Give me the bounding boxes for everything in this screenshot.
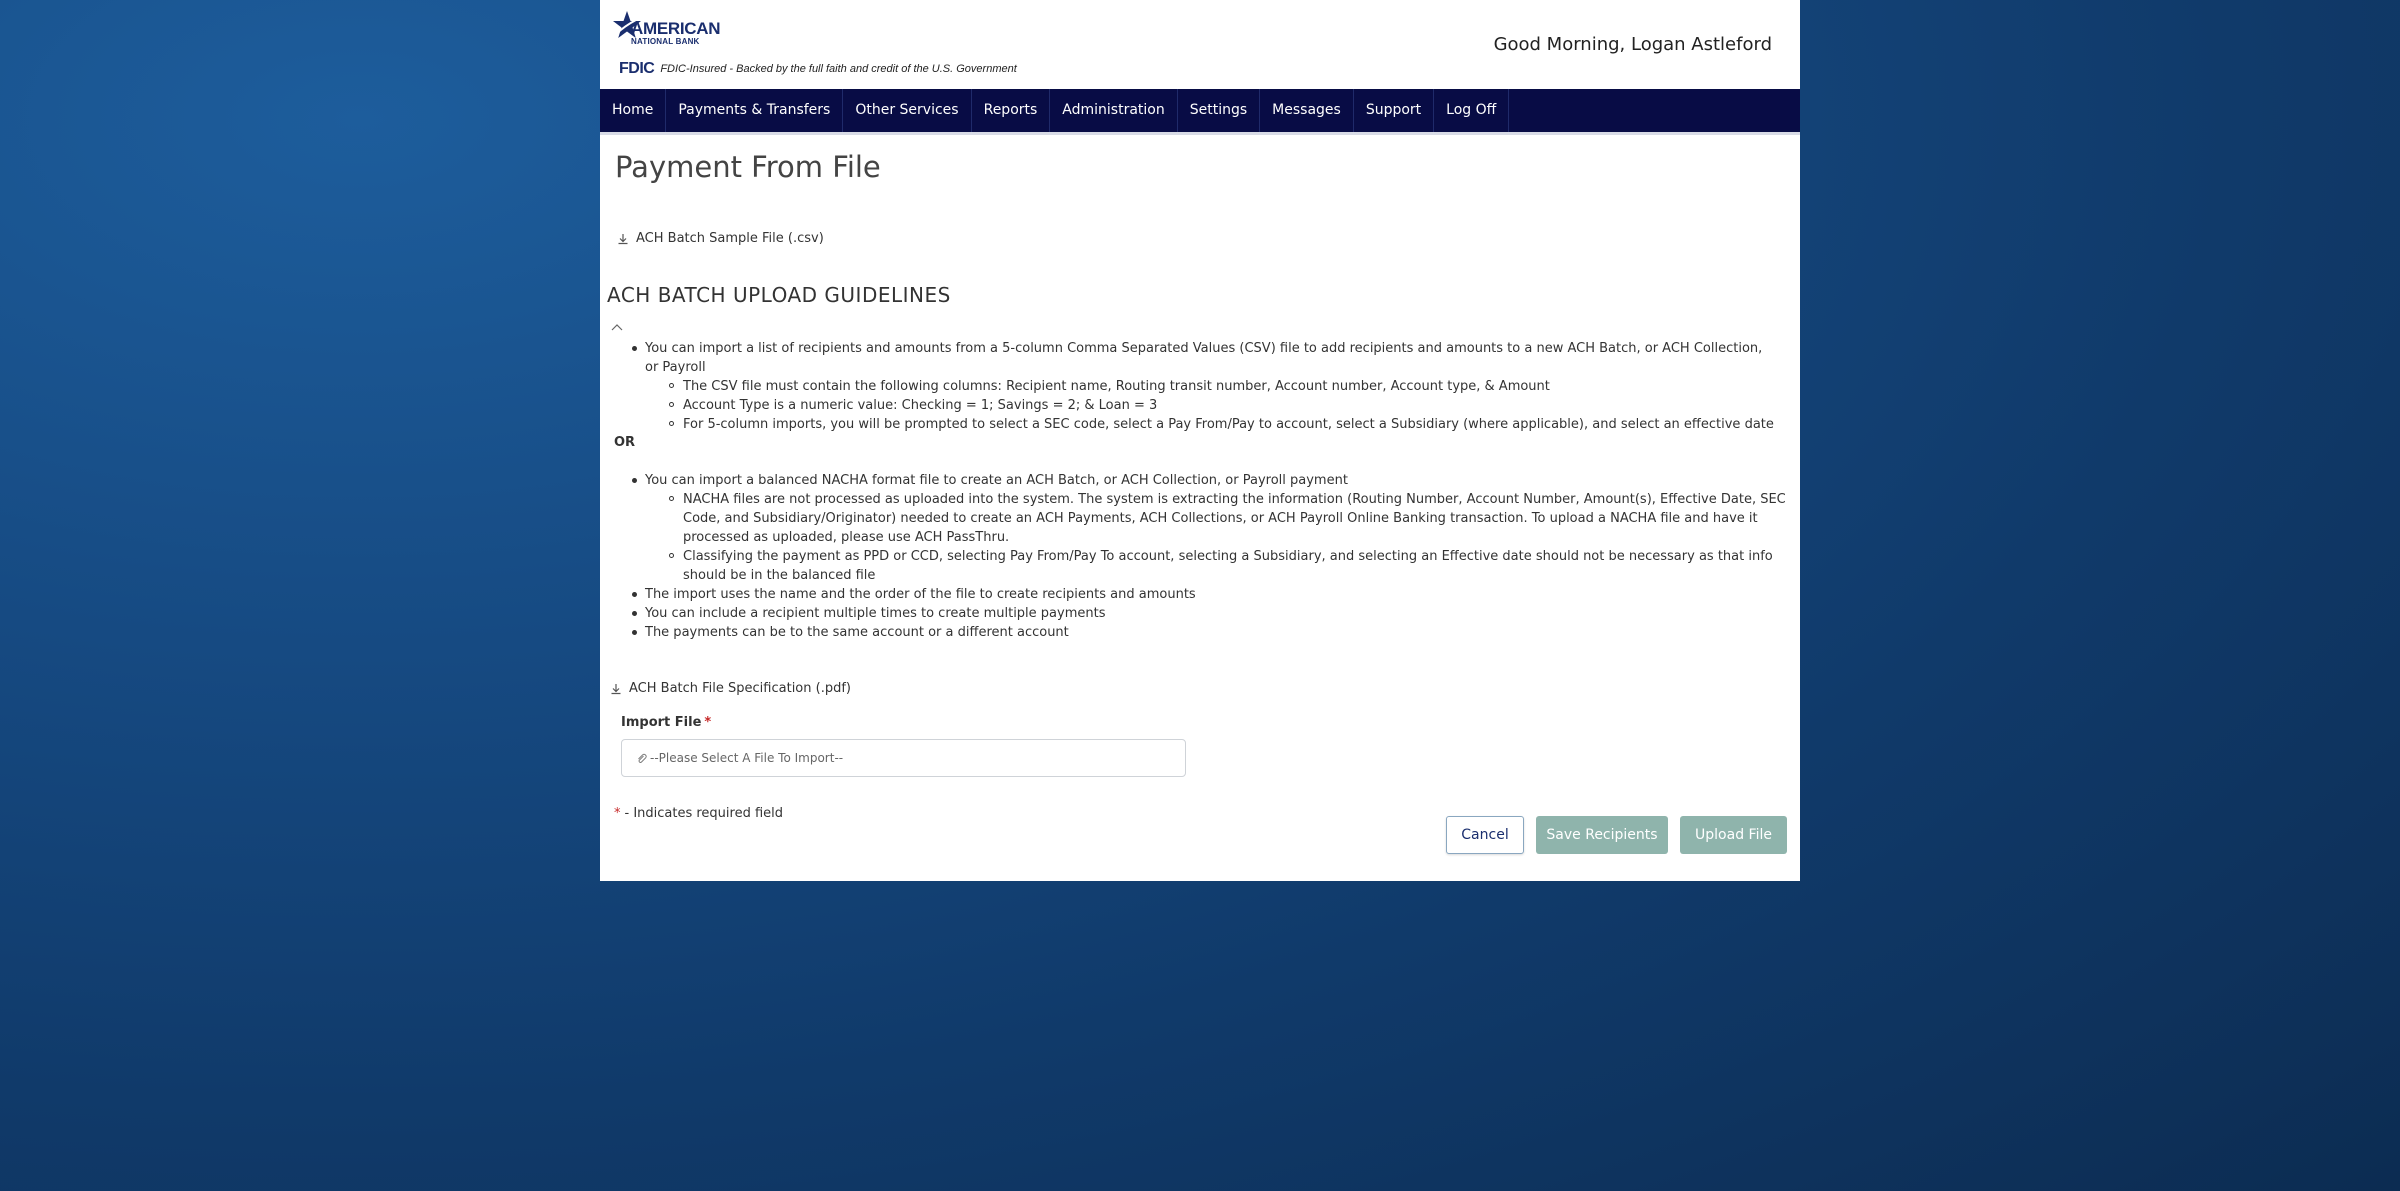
nav-log-off[interactable]: Log Off: [1434, 89, 1509, 132]
required-note-text: - Indicates required field: [624, 806, 784, 821]
bank-logo[interactable]: [613, 10, 733, 50]
required-asterisk: *: [614, 806, 621, 821]
csv-guidelines-list: [600, 339, 1798, 434]
fdic-logo: FDIC: [619, 60, 655, 77]
page-title: Payment From File: [615, 150, 881, 184]
download-icon: [616, 232, 630, 246]
nav-divider: [600, 132, 1800, 135]
nav-settings[interactable]: Settings: [1178, 89, 1260, 132]
import-file-label: [621, 715, 711, 730]
nav-home[interactable]: Home: [600, 89, 666, 132]
sample-file-link[interactable]: [616, 231, 824, 246]
nacha-guidelines-list: [600, 471, 1798, 642]
nav-support[interactable]: Support: [1354, 89, 1434, 132]
list-item: Classifying the payment as PPD or CCD, selecting Pay From/Pay To account, selecting a Subsidiary, and selecting an Effective date should not be necessary as that info should be in the balanced file: [600, 547, 1798, 585]
download-icon: [609, 682, 623, 696]
spec-file-link[interactable]: [609, 681, 851, 696]
logo-line1: AMERICAN: [631, 19, 721, 38]
cancel-button[interactable]: Cancel: [1446, 816, 1524, 854]
save-recipients-button[interactable]: Save Recipients: [1536, 816, 1668, 854]
list-item: NACHA files are not processed as uploaded into the system. The system is extracting the information (Routing Number, Account Number, Amount(s), Effective Date, SEC Code, and Subsidiary/Originator) needed to create an ACH Payments, ACH Collections, or ACH Payroll Online Banking transaction. To upload a NACHA file and have it processed as uploaded, please use ACH PassThru.: [600, 490, 1798, 547]
nav-other-services[interactable]: Other Services: [843, 89, 971, 132]
nav-reports[interactable]: Reports: [972, 89, 1051, 132]
list-item: For 5-column imports, you will be prompted to select a SEC code, select a Pay From/Pay to account, select a Subsidiary (where applicable), and select an effective date: [600, 415, 1798, 434]
guidelines-heading: ACH BATCH UPLOAD GUIDELINES: [607, 283, 951, 307]
nav-payments-transfers[interactable]: Payments & Transfers: [666, 89, 843, 132]
sample-file-link-label: ACH Batch Sample File (.csv): [636, 231, 824, 246]
list-item: Account Type is a numeric value: Checking = 1; Savings = 2; & Loan = 3: [600, 396, 1798, 415]
main-container: [600, 0, 1800, 881]
nav-administration[interactable]: Administration: [1050, 89, 1177, 132]
fdic-notice: [619, 60, 1017, 78]
paperclip-icon: [636, 753, 647, 764]
logo-line2: NATIONAL BANK: [631, 37, 700, 46]
spec-file-link-label: ACH Batch File Specification (.pdf): [629, 681, 851, 696]
main-nav: [600, 89, 1800, 132]
header: [600, 0, 1800, 89]
import-file-input[interactable]: [621, 739, 1186, 777]
required-field-note: [614, 806, 783, 821]
fdic-text: FDIC-Insured - Backed by the full faith and credit of the U.S. Government: [660, 63, 1017, 75]
list-item: The import uses the name and the order of the file to create recipients and amounts: [600, 585, 1775, 604]
import-file-label-text: Import File: [621, 715, 702, 730]
nav-messages[interactable]: Messages: [1260, 89, 1354, 132]
import-file-placeholder: --Please Select A File To Import--: [650, 751, 844, 765]
list-item: You can include a recipient multiple times to create multiple payments: [600, 604, 1775, 623]
chevron-up-icon[interactable]: [611, 322, 623, 332]
list-item: You can import a list of recipients and amounts from a 5-column Comma Separated Values (CSV) file to add recipients and amounts to a new ACH Batch, or ACH Collection, or Payroll: [600, 339, 1775, 377]
list-item: The CSV file must contain the following columns: Recipient name, Routing transit number, Account number, Account type, & Amount: [600, 377, 1798, 396]
or-label: OR: [614, 435, 636, 450]
required-asterisk: *: [704, 715, 712, 730]
list-item: The payments can be to the same account or a different account: [600, 623, 1775, 642]
upload-file-button[interactable]: Upload File: [1680, 816, 1787, 854]
list-item: You can import a balanced NACHA format file to create an ACH Batch, or ACH Collection, or Payroll payment: [600, 471, 1775, 490]
greeting: Good Morning, Logan Astleford: [1493, 34, 1772, 55]
